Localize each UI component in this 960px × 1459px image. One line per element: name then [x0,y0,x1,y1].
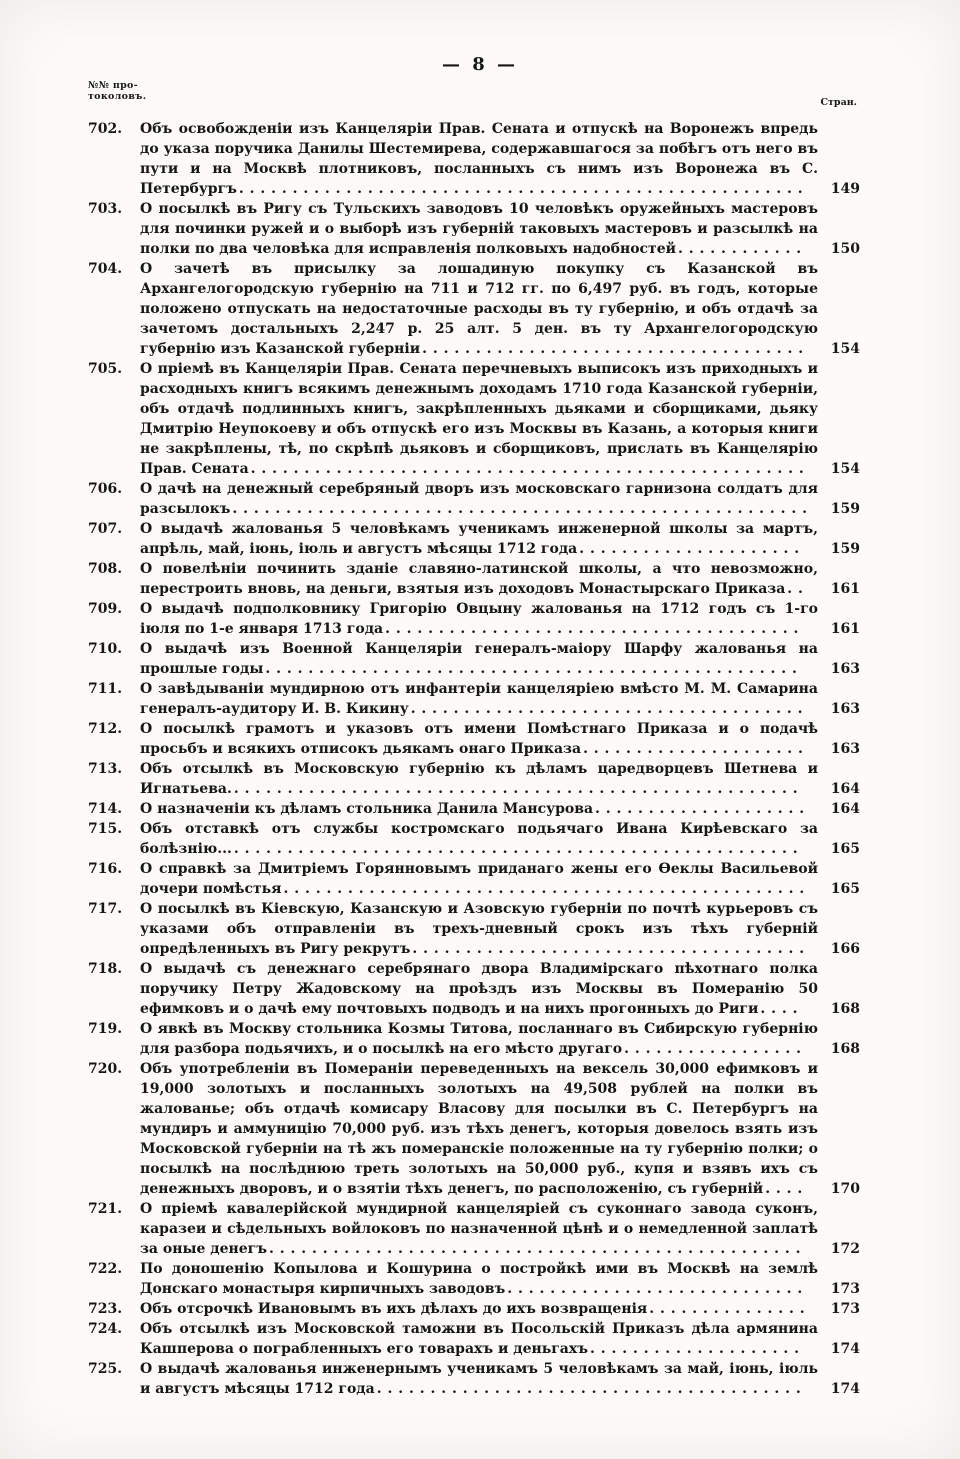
entry-number: 712. [88,721,123,737]
entry-body [140,519,818,559]
entry-number: 703. [88,201,123,217]
entry-number: 704. [88,261,123,277]
entry-text: О посылкѣ въ Ригу съ Тульскихъ заводовъ 10 человѣкъ оружейныхъ мастеровъ для починки ружей и о выборѣ изъ губерній таковыхъ мастеровъ и разсылкѣ на полки по два человѣка для исправленія полковыхъ надобностей [140,201,818,257]
entry-body [140,559,818,599]
entry-text: О справкѣ за Дмитріемъ Горянновымъ приданаго жены его Ѳеклы Васильевой дочери помѣстья [140,861,818,897]
toc-entry [88,859,860,899]
toc-entry [88,479,860,519]
entry-body [140,1299,818,1319]
toc-entry [88,599,860,639]
toc-entry [88,1019,860,1059]
dot-leader: . . . . . . . . . . . . . . . . . . . . . . . . . . . . . . . . . . . . . . . . . . . . . . . . . . . . . [233,841,798,857]
dot-leader: . . . . [760,1001,798,1017]
entry-text: О выдачѣ жалованья 5 человѣкамъ ученикамъ инженерной школы за мартъ, апрѣль, май, іюнь, іюль и августъ мѣсяцы 1712 года [140,521,818,557]
dot-leader: . . . . . . . . . . . . . . . . . . . . [595,801,805,817]
entry-body [140,899,818,959]
entry-text: Объ отсылкѣ изъ Московской таможни въ Посольскій Приказъ дѣла армянина Кашперова о пограбленныхъ его товарахъ и деньгахъ [140,1321,818,1357]
entry-page-number: 150 [830,241,860,257]
entry-body [140,599,818,639]
entry-number: 715. [88,821,123,837]
entry-text: Объ освобожденіи изъ Канцеляріи Прав. Сената и отпускѣ на Воронежъ впредь до указа поручика Данилы Шестемирева, содержавшагося за побѣгъ отъ него въ пути и на Москвѣ плотниковъ, посланныхъ съ нимъ изъ Воронежа въ С. Петербургъ [140,121,818,197]
entry-body [140,859,818,899]
toc-entries [88,119,860,1399]
entry-number: 717. [88,901,123,917]
entry-text: О выдачѣ съ денежнаго серебрянаго двора Владимірскаго пѣхотнаго полка поручику Петру Жадовскому на проѣздъ изъ Москвы въ Померанію 50 ефимковъ и о дачѣ ему почтовыхъ подводъ и на нихъ прогонныхъ до Риги [140,961,818,1017]
entry-number: 702. [88,121,123,137]
toc-entry [88,679,860,719]
dot-leader: . . . . . . . . . . . . . . . . . . . . . . . . . . . . . . . . . . . . . . . . [376,1381,801,1397]
entry-page-number: 161 [830,621,860,637]
entry-page-number: 149 [830,181,860,197]
entry-page-number: 168 [830,1001,860,1017]
entry-text: Объ употребленіи въ Помераніи переведенныхъ на вексель 30,000 ефимковъ и 19,000 золотыхъ и посланныхъ золотыхъ на 49,508 рублей на полки въ жалованье; объ отдачѣ комисару Власову для посылки въ С. Петербургъ на мундиръ и аммуницію 70,000 руб. изъ тѣхъ денегъ, которыя довелось взять изъ Московской губерніи на тѣ жъ померанскіе положенные на ту губернію полки; о посылкѣ на послѣднюю треть золотыхъ на 50,000 руб., купя и взявъ ихъ съ денежныхъ дворовъ, и о взятіи тѣхъ денегъ, по расположенію, съ губерній [140,1061,818,1197]
protocol-column-heading-line1: №№ про- [88,80,138,91]
toc-entry [88,819,860,859]
entry-page-number: 163 [830,701,860,717]
entry-page-number: 170 [830,1181,860,1197]
entry-page-number: 168 [830,1041,860,1057]
dot-leader: . . . . . . . . . . . . . . . . . . . . . . . . . . . . . . . . . . . . . . . . . . . . . . . . . . . . . [233,781,798,797]
entry-number: 709. [88,601,123,617]
entry-text: О зачетѣ въ присылку за лошадиную покупку съ Казанской въ Архангелогородскую губернію на 711 и 712 гг. по 6,497 руб. въ годъ, которые положено отпускать на недостаточные расходы въ ту губернію, и объ отдачѣ за зачетомъ достальныхъ 2,247 р. 25 алт. 5 ден. въ ту Архангелогородскую губернію изъ Казанской губерніи [140,261,818,357]
entry-number: 718. [88,961,123,977]
entry-number: 719. [88,1021,123,1037]
toc-entry [88,1299,860,1319]
dot-leader: . . . . . . . . . . . . . . . . . . . . . [583,741,803,757]
entry-page-number: 166 [830,941,860,957]
entry-body [140,639,818,679]
dot-leader: . . . . . . . . . . . . . . . . . . . . . . . . . . . . . . . . . . . . . [410,701,803,717]
entry-number: 707. [88,521,123,537]
entry-text: О выдачѣ изъ Военной Канцеляріи генералъ-маіору Шарфу жалованья на прошлые годы [140,641,818,677]
entry-body [140,1199,818,1259]
dot-leader: . . . . . . . . . . . . . . . . . . . . . . . . . . . . . . . . . . . . [422,341,804,357]
entry-body [140,359,818,479]
entry-text: Объ отставкѣ отъ службы костромскаго подьячаго Ивана Кирѣевскаго за болѣзнію... [140,821,818,857]
entry-page-number: 164 [830,801,860,817]
toc-entry [88,899,860,959]
entry-body [140,1359,818,1399]
dot-leader: . . . . . . . . . . . . [678,241,802,257]
dot-leader: . . . . . . . . . . . . . . . . . . . . . . . . . . . . . . . . . . . . . . . . . . . . . . . . . . [265,661,797,677]
entry-body [140,819,818,859]
entry-number: 711. [88,681,123,697]
entry-number: 710. [88,641,123,657]
entry-number: 705. [88,361,123,377]
entry-text: О выдачѣ подполковнику Григорію Овцыну жалованья на 1712 годъ съ 1-го іюля по 1-е января 1713 года [140,601,818,637]
entry-page-number: 173 [830,1301,860,1317]
entry-text: По доношенію Копылова и Кошурина о постройкѣ ими въ Москвѣ на землѣ Донскаго монастыря кирпичныхъ заводовъ [140,1261,818,1297]
entry-number: 725. [88,1361,123,1377]
toc-entry [88,1199,860,1259]
dot-leader: . . . . . . . . . . . . . . . . . . . . . . . . . . . . . . . . . . . . . . . . . . . . . . . . . [283,881,805,897]
entry-body [140,799,818,819]
pages-column-heading: Стран. [820,97,857,108]
entry-number: 721. [88,1201,123,1217]
dot-leader: . . . . . . . . . . . . . . . . . . . . . . . . . . . . . . . . . . . . . . . [385,621,799,637]
entry-text: О посылкѣ въ Кіевскую, Казанскую и Азовскую губерніи по почтѣ курьеровъ съ указами объ отправленіи въ трехъ-дневный срокъ изъ тѣхъ губерній опредѣленныхъ въ Ригу рекрутъ [140,901,818,957]
entry-text: О посылкѣ грамотъ и указовъ отъ имени Помѣстнаго Приказа и о подачѣ просьбъ и всякихъ отписокъ дьякамъ онаго Приказа [140,721,818,757]
dot-leader: . . . . . . . . . . . . . . . [649,1301,805,1317]
entry-text: О завѣдываніи мундирною отъ инфантеріи канцеляріею вмѣсто М. М. Самарина генералъ-аудитору И. В. Кикину [140,681,818,717]
dot-leader: . . . . . . . . . . . . . . . . . . . . [589,1341,800,1357]
toc-entry [88,799,860,819]
entry-number: 708. [88,561,123,577]
entry-body [140,1019,818,1059]
entry-text: О назначеніи къ дѣламъ стольника Данила Мансурова [140,801,594,817]
entry-number: 713. [88,761,123,777]
toc-entry [88,639,860,679]
entry-text: Объ отсылкѣ въ Московскую губернію къ дѣламъ царедворцевъ Шетнева и Игнатьева. [140,761,818,797]
entry-body [140,679,818,719]
entry-body [140,1319,818,1359]
entry-page-number: 165 [830,881,860,897]
entry-page-number: 172 [830,1241,860,1257]
entry-body [140,479,818,519]
dot-leader: . . . . . . . . . . . . . . . . . . . . . . . . . . . . . . . . . . . . . . . . . . . . . . . . . . . . . [238,181,803,197]
dot-leader: . . [787,581,803,597]
entry-body [140,259,818,359]
toc-entry [88,959,860,1019]
toc-entry [88,359,860,479]
dot-leader: . . . . [765,1181,803,1197]
dot-leader: . . . . . . . . . . . . . . . . . . . . . . . . . . . . . . . . . . . . . . . . . . . . . . . . . . . . [250,461,804,477]
dot-leader: . . . . . . . . . . . . . . . . . . . . . . . . . . . . . . . . . . . . . [412,941,805,957]
entry-body [140,719,818,759]
entry-page-number: 173 [830,1281,860,1297]
toc-entry [88,559,860,599]
dot-leader: . . . . . . . . . . . . . . . . . . . . . . . . . . . . [507,1281,803,1297]
page-number-heading: — 8 — [441,54,519,75]
entry-page-number: 159 [830,541,860,557]
entry-body [140,119,818,199]
entry-number: 723. [88,1301,123,1317]
toc-entry [88,259,860,359]
entry-page-number: 165 [830,841,860,857]
dot-leader: . . . . . . . . . . . . . . . . . . . . . . . . . . . . . . . . . . . . . . . . . . . . . . . . . . [269,1241,801,1257]
entry-number: 714. [88,801,123,817]
dot-leader: . . . . . . . . . . . . . . . . . [624,1041,801,1057]
entry-text: О пріемѣ кавалерійской мундирной канцеляріей съ суконнаго завода суконъ, каразеи и сѣдельныхъ войлоковъ по назначенной цѣнѣ и о немедленной заплатѣ за оные денегъ [140,1201,818,1257]
entry-body [140,1059,818,1199]
entry-page-number: 159 [830,501,860,517]
dot-leader: . . . . . . . . . . . . . . . . . . . . . . . . . . . . . . . . . . . . . . . . . . . . . . . . . . . . . . [232,501,807,517]
entry-text: О выдачѣ жалованья инженернымъ ученикамъ 5 человѣкамъ за май, іюнь, іюль и августъ мѣсяцы 1712 года [140,1361,818,1397]
entry-text: О повелѣніи починить зданіе славяно-латинской школы, а что невозможно, перестроить вновь, на деньги, взятыя изъ доходовъ Монастырскаго Приказа [140,561,818,597]
entry-page-number: 164 [830,781,860,797]
protocol-column-heading [88,80,146,102]
entry-number: 722. [88,1261,123,1277]
entry-page-number: 154 [830,341,860,357]
entry-body [140,759,818,799]
dot-leader: . . . . . . . . . . . . . . . . . . . . . [579,541,800,557]
entry-page-number: 174 [830,1341,860,1357]
toc-entry [88,719,860,759]
toc-entry [88,199,860,259]
entry-number: 720. [88,1061,123,1077]
toc-entry [88,1259,860,1299]
entry-body [140,959,818,1019]
entry-text: Объ отсрочкѣ Ивановымъ въ ихъ дѣлахъ до ихъ возвращенія [140,1301,648,1317]
entry-number: 706. [88,481,123,497]
entry-page-number: 161 [830,581,860,597]
entry-text: О дачѣ на денежный серебряный дворъ изъ московскаго гарнизона солдатъ для разсылокъ [140,481,818,517]
entry-page-number: 174 [830,1381,860,1397]
toc-entry [88,519,860,559]
entry-page-number: 154 [830,461,860,477]
entry-page-number: 163 [830,661,860,677]
toc-entry [88,1319,860,1359]
entry-body [140,1259,818,1299]
entry-number: 724. [88,1321,123,1337]
toc-entry [88,1359,860,1399]
entry-body [140,199,818,259]
protocol-column-heading-line2: токоловъ. [88,91,147,102]
entry-page-number: 163 [830,741,860,757]
toc-entry [88,119,860,199]
toc-entry [88,1059,860,1199]
entry-number: 716. [88,861,123,877]
entry-text: О пріемѣ въ Канцеляріи Прав. Сената перечневыхъ выписокъ изъ приходныхъ и расходныхъ книгъ всякимъ денежнымъ доходамъ 1710 года Казанской губерніи, объ отдачѣ подлинныхъ книгъ, закрѣпленныхъ дьяками и сборщиками, дьяку Дмитрію Неупокоеву и объ отпускѣ его изъ Москвы въ Казань, а которыя книги не закрѣплены, тѣ, по скрѣпѣ дьяковъ и сборщиковъ, прислать въ Канцелярію Прав. Сената [140,361,818,477]
toc-entry [88,759,860,799]
entry-text: О явкѣ въ Москву стольника Козмы Титова, посланнаго въ Сибирскую губернію для разбора подьячихъ, и о посылкѣ на его мѣсто другаго [140,1021,818,1057]
